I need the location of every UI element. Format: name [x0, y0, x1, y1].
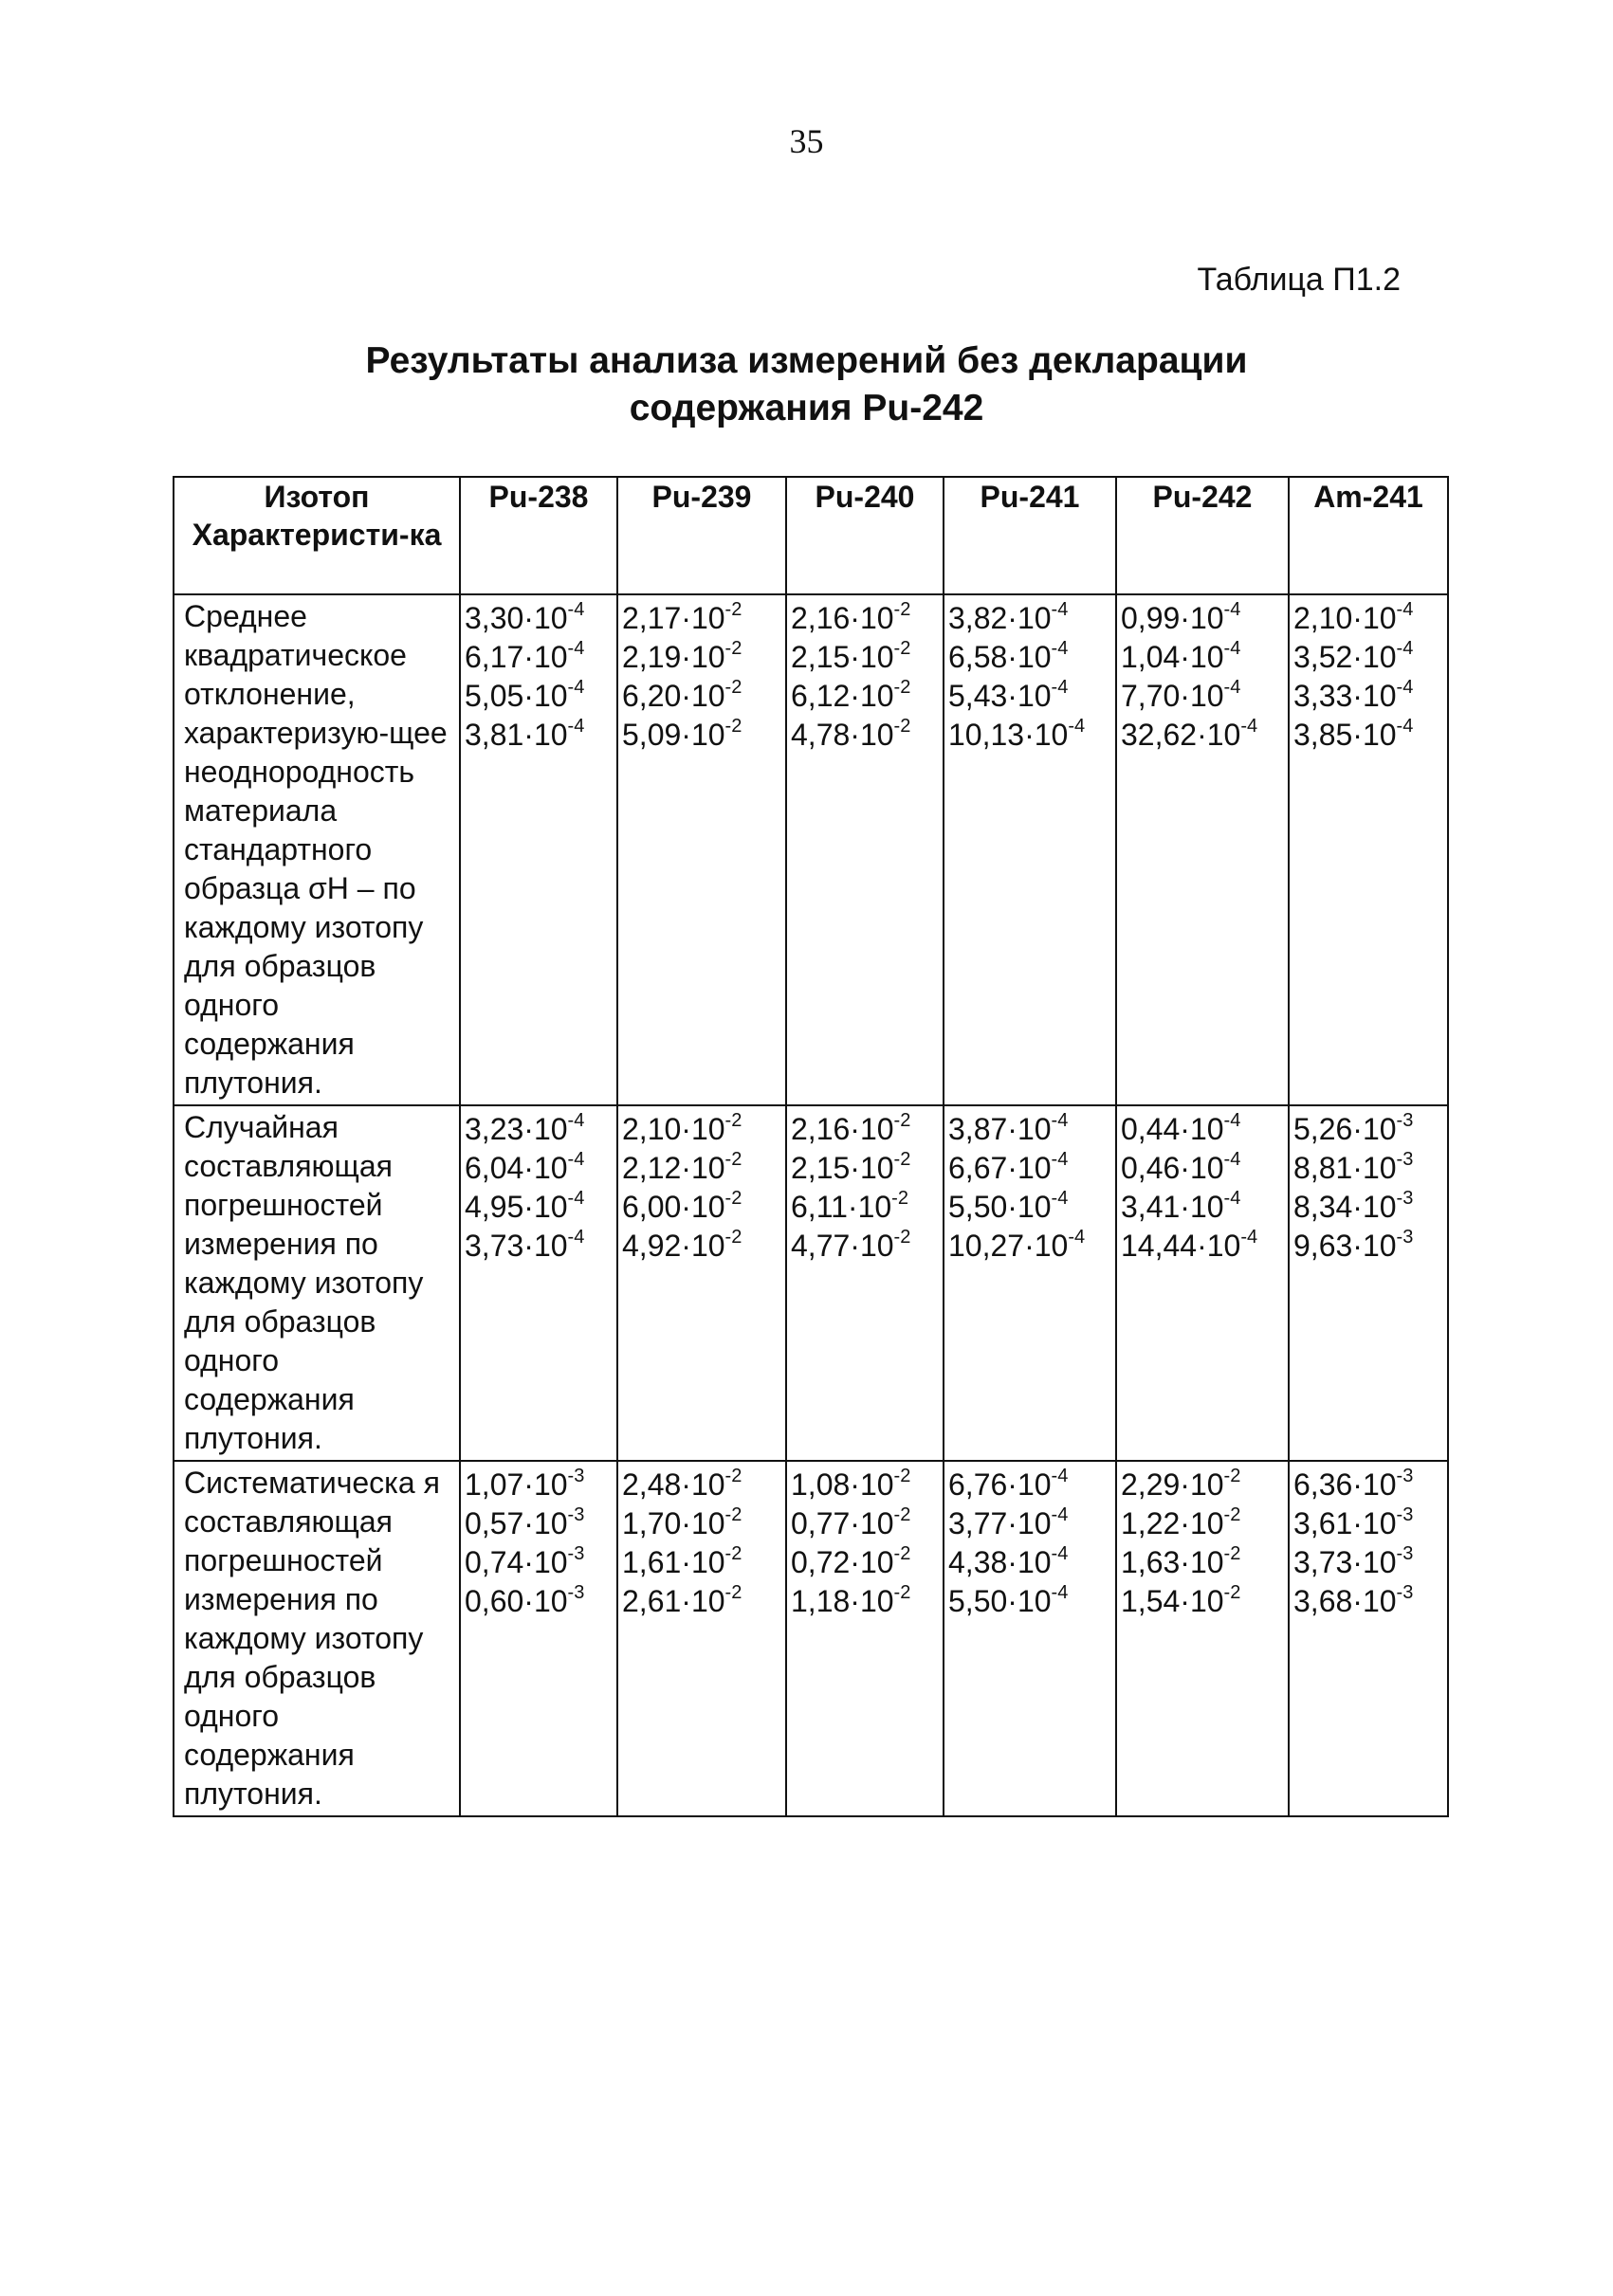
value-cell: [617, 594, 786, 1105]
value-mantissa: 2,12·10: [622, 1151, 725, 1185]
value-exponent: -2: [893, 1110, 911, 1132]
value-entry: [622, 677, 781, 716]
value-exponent: -4: [1051, 1110, 1069, 1132]
value-entry: [1121, 599, 1284, 638]
value-mantissa: 4,95·10: [465, 1190, 568, 1224]
value-mantissa: 6,76·10: [948, 1467, 1052, 1502]
value-entry: [948, 1466, 1111, 1504]
value-mantissa: 2,29·10: [1121, 1467, 1224, 1502]
std-deviation-row: [174, 594, 1448, 1105]
value-exponent: -2: [893, 599, 911, 621]
value-mantissa: 4,38·10: [948, 1545, 1052, 1579]
value-entry: [791, 1582, 939, 1621]
value-entry: [1121, 1543, 1284, 1582]
value-mantissa: 1,63·10: [1121, 1545, 1224, 1579]
value-entry: [1121, 1188, 1284, 1227]
value-entry: [948, 716, 1111, 755]
value-mantissa: 3,81·10: [465, 718, 568, 752]
value-exponent: -4: [1051, 1504, 1069, 1526]
value-exponent: -4: [567, 1110, 585, 1132]
table-body: [174, 594, 1448, 1816]
value-exponent: -4: [1051, 677, 1069, 699]
value-entry: [465, 1149, 613, 1188]
value-exponent: -2: [724, 1582, 742, 1604]
value-mantissa: 6,11·10: [791, 1190, 892, 1224]
value-entry: [622, 1504, 781, 1543]
table-label: Таблица П1.2: [1197, 262, 1401, 298]
value-entry: [791, 638, 939, 677]
value-entry: [1121, 1466, 1284, 1504]
table-title: [0, 337, 1613, 432]
value-exponent: -3: [567, 1466, 585, 1487]
value-exponent: -2: [1223, 1504, 1241, 1526]
value-entry: [948, 1227, 1111, 1266]
value-exponent: -2: [724, 716, 742, 738]
value-mantissa: 5,05·10: [465, 679, 568, 713]
value-cell: [460, 1105, 617, 1461]
value-exponent: -4: [567, 638, 585, 660]
value-mantissa: 2,19·10: [622, 640, 725, 674]
value-exponent: -4: [567, 599, 585, 621]
value-exponent: -4: [1051, 1149, 1069, 1171]
value-exponent: -4: [1223, 1110, 1241, 1132]
value-entry: [1293, 1504, 1443, 1543]
value-entry: [622, 1543, 781, 1582]
value-mantissa: 3,73·10: [1293, 1545, 1397, 1579]
header-isotope-characteristic: Изотоп Характеристи-ка: [174, 477, 460, 594]
value-exponent: -4: [567, 1149, 585, 1171]
value-entry: [622, 716, 781, 755]
value-mantissa: 3,23·10: [465, 1112, 568, 1146]
value-exponent: -2: [893, 638, 911, 660]
value-entry: [465, 1504, 613, 1543]
header-pu-238: Pu-238: [460, 477, 617, 594]
value-exponent: -4: [1223, 638, 1241, 660]
value-entry: [948, 1543, 1111, 1582]
title-line-1: Результаты анализа измерений без декларации: [365, 340, 1248, 381]
value-mantissa: 0,72·10: [791, 1545, 894, 1579]
random-error-row: [174, 1105, 1448, 1461]
value-mantissa: 10,13·10: [948, 718, 1069, 752]
value-exponent: -4: [567, 716, 585, 738]
value-entry: [1293, 1227, 1443, 1266]
value-entry: [465, 677, 613, 716]
value-cell: [1116, 1461, 1289, 1816]
value-exponent: -4: [1051, 1188, 1069, 1210]
value-entry: [1293, 1149, 1443, 1188]
value-mantissa: 3,30·10: [465, 601, 568, 635]
value-exponent: -3: [1396, 1227, 1414, 1248]
value-entry: [791, 1543, 939, 1582]
value-entry: [791, 1504, 939, 1543]
value-exponent: -4: [1396, 716, 1414, 738]
value-exponent: -4: [1068, 1227, 1086, 1248]
value-cell: [1289, 1105, 1448, 1461]
header-am-241: Am-241: [1289, 477, 1448, 594]
value-exponent: -2: [724, 638, 742, 660]
value-entry: [465, 716, 613, 755]
value-entry: [791, 1227, 939, 1266]
value-entry: [1121, 1227, 1284, 1266]
value-entry: [1293, 1188, 1443, 1227]
value-mantissa: 6,00·10: [622, 1190, 725, 1224]
value-entry: [791, 1188, 939, 1227]
value-exponent: -2: [724, 1110, 742, 1132]
value-mantissa: 3,82·10: [948, 601, 1052, 635]
value-exponent: -3: [567, 1504, 585, 1526]
value-mantissa: 0,57·10: [465, 1506, 568, 1540]
header-pu-242: Pu-242: [1116, 477, 1289, 594]
value-entry: [1121, 1504, 1284, 1543]
value-entry: [1121, 638, 1284, 677]
value-exponent: -2: [893, 1466, 911, 1487]
value-exponent: -4: [567, 1227, 585, 1248]
value-mantissa: 6,04·10: [465, 1151, 568, 1185]
value-entry: [948, 599, 1111, 638]
value-mantissa: 6,36·10: [1293, 1467, 1397, 1502]
value-entry: [465, 1227, 613, 1266]
characteristic-cell: Случайная составляющая погрешностей измерения по каждому изотопу для образцов одного содержания плутония.: [174, 1105, 460, 1461]
value-mantissa: 3,85·10: [1293, 718, 1397, 752]
value-exponent: -3: [567, 1543, 585, 1565]
value-mantissa: 6,17·10: [465, 640, 568, 674]
value-mantissa: 1,04·10: [1121, 640, 1224, 674]
value-exponent: -4: [1051, 638, 1069, 660]
value-entry: [465, 638, 613, 677]
title-line-2: содержания Pu-242: [629, 388, 984, 428]
value-exponent: -2: [893, 677, 911, 699]
value-exponent: -4: [1051, 599, 1069, 621]
value-exponent: -2: [724, 1504, 742, 1526]
value-entry: [622, 1227, 781, 1266]
value-mantissa: 8,81·10: [1293, 1151, 1397, 1185]
value-entry: [1293, 1582, 1443, 1621]
value-mantissa: 0,46·10: [1121, 1151, 1224, 1185]
value-entry: [1293, 638, 1443, 677]
value-mantissa: 1,22·10: [1121, 1506, 1224, 1540]
value-mantissa: 2,48·10: [622, 1467, 725, 1502]
value-mantissa: 3,52·10: [1293, 640, 1397, 674]
value-entry: [465, 1466, 613, 1504]
value-exponent: -2: [724, 1149, 742, 1171]
value-mantissa: 9,63·10: [1293, 1229, 1397, 1263]
value-mantissa: 6,67·10: [948, 1151, 1052, 1185]
value-entry: [948, 638, 1111, 677]
value-mantissa: 0,99·10: [1121, 601, 1224, 635]
value-entry: [1121, 1110, 1284, 1149]
value-entry: [948, 1110, 1111, 1149]
value-entry: [1293, 1466, 1443, 1504]
value-mantissa: 3,77·10: [948, 1506, 1052, 1540]
value-mantissa: 5,43·10: [948, 679, 1052, 713]
value-entry: [622, 599, 781, 638]
value-exponent: -4: [1068, 716, 1086, 738]
value-entry: [1293, 1543, 1443, 1582]
value-exponent: -2: [1223, 1466, 1241, 1487]
value-exponent: -2: [1223, 1582, 1241, 1604]
value-entry: [622, 1466, 781, 1504]
value-exponent: -4: [1223, 599, 1241, 621]
header-pu-240: Pu-240: [786, 477, 944, 594]
value-exponent: -4: [1396, 677, 1414, 699]
value-mantissa: 0,44·10: [1121, 1112, 1224, 1146]
value-entry: [622, 1149, 781, 1188]
value-exponent: -2: [724, 1227, 742, 1248]
value-entry: [1293, 716, 1443, 755]
value-cell: [944, 1461, 1116, 1816]
value-exponent: -2: [893, 1543, 911, 1565]
value-exponent: -3: [1396, 1466, 1414, 1487]
value-mantissa: 1,18·10: [791, 1584, 894, 1618]
value-mantissa: 10,27·10: [948, 1229, 1069, 1263]
value-mantissa: 6,20·10: [622, 679, 725, 713]
value-exponent: -2: [1223, 1543, 1241, 1565]
value-mantissa: 14,44·10: [1121, 1229, 1241, 1263]
value-entry: [1121, 716, 1284, 755]
value-entry: [791, 1149, 939, 1188]
value-exponent: -2: [893, 1582, 911, 1604]
value-cell: [617, 1461, 786, 1816]
value-exponent: -3: [1396, 1110, 1414, 1132]
value-exponent: -2: [893, 716, 911, 738]
value-entry: [1121, 1149, 1284, 1188]
value-exponent: -2: [724, 599, 742, 621]
value-mantissa: 0,74·10: [465, 1545, 568, 1579]
value-entry: [1293, 677, 1443, 716]
value-exponent: -4: [1051, 1582, 1069, 1604]
header-pu-239: Pu-239: [617, 477, 786, 594]
value-mantissa: 2,61·10: [622, 1584, 725, 1618]
value-entry: [948, 1504, 1111, 1543]
value-cell: [944, 594, 1116, 1105]
value-exponent: -4: [1240, 1227, 1258, 1248]
value-exponent: -2: [724, 677, 742, 699]
value-mantissa: 2,10·10: [1293, 601, 1397, 635]
value-mantissa: 4,77·10: [791, 1229, 894, 1263]
value-mantissa: 3,73·10: [465, 1229, 568, 1263]
value-exponent: -2: [893, 1227, 911, 1248]
value-mantissa: 5,50·10: [948, 1584, 1052, 1618]
value-entry: [948, 677, 1111, 716]
value-exponent: -2: [724, 1543, 742, 1565]
value-exponent: -3: [1396, 1504, 1414, 1526]
value-exponent: -4: [1051, 1466, 1069, 1487]
header-pu-241: Pu-241: [944, 477, 1116, 594]
value-exponent: -2: [724, 1188, 742, 1210]
value-entry: [465, 1582, 613, 1621]
value-mantissa: 3,68·10: [1293, 1584, 1397, 1618]
value-exponent: -3: [1396, 1149, 1414, 1171]
value-exponent: -2: [724, 1466, 742, 1487]
value-exponent: -4: [567, 677, 585, 699]
value-mantissa: 5,50·10: [948, 1190, 1052, 1224]
value-cell: [1116, 1105, 1289, 1461]
value-mantissa: 2,15·10: [791, 640, 894, 674]
value-mantissa: 5,09·10: [622, 718, 725, 752]
value-exponent: -4: [567, 1188, 585, 1210]
value-cell: [786, 1461, 944, 1816]
results-table: [173, 476, 1449, 1817]
value-entry: [622, 638, 781, 677]
value-exponent: -4: [1223, 1149, 1241, 1171]
value-entry: [622, 1110, 781, 1149]
value-mantissa: 8,34·10: [1293, 1190, 1397, 1224]
value-cell: [1289, 594, 1448, 1105]
value-mantissa: 2,15·10: [791, 1151, 894, 1185]
value-mantissa: 3,33·10: [1293, 679, 1397, 713]
value-entry: [791, 599, 939, 638]
value-exponent: -3: [1396, 1582, 1414, 1604]
value-exponent: -2: [893, 1149, 911, 1171]
value-entry: [791, 1110, 939, 1149]
value-exponent: -2: [893, 1504, 911, 1526]
value-mantissa: 1,07·10: [465, 1467, 568, 1502]
value-mantissa: 1,61·10: [622, 1545, 725, 1579]
value-mantissa: 3,61·10: [1293, 1506, 1397, 1540]
page-number: 35: [789, 122, 824, 160]
value-entry: [1293, 1110, 1443, 1149]
value-mantissa: 0,60·10: [465, 1584, 568, 1618]
value-entry: [465, 1188, 613, 1227]
value-exponent: -2: [891, 1188, 908, 1210]
value-cell: [1289, 1461, 1448, 1816]
value-exponent: -4: [1240, 716, 1258, 738]
value-cell: [786, 1105, 944, 1461]
value-entry: [622, 1582, 781, 1621]
value-exponent: -3: [1396, 1188, 1414, 1210]
value-mantissa: 1,54·10: [1121, 1584, 1224, 1618]
value-cell: [944, 1105, 1116, 1461]
header-row: [174, 477, 1448, 594]
value-mantissa: 7,70·10: [1121, 679, 1224, 713]
value-entry: [948, 1582, 1111, 1621]
value-entry: [791, 1466, 939, 1504]
value-exponent: -4: [1051, 1543, 1069, 1565]
value-mantissa: 5,26·10: [1293, 1112, 1397, 1146]
value-entry: [1121, 677, 1284, 716]
value-cell: [1116, 594, 1289, 1105]
value-exponent: -4: [1223, 677, 1241, 699]
characteristic-cell: Систематическа я составляющая погрешностей измерения по каждому изотопу для образцов одного содержания плутония.: [174, 1461, 460, 1816]
value-mantissa: 6,58·10: [948, 640, 1052, 674]
value-entry: [465, 1110, 613, 1149]
value-exponent: -4: [1396, 599, 1414, 621]
value-entry: [622, 1188, 781, 1227]
value-mantissa: 6,12·10: [791, 679, 894, 713]
value-cell: [460, 1461, 617, 1816]
value-mantissa: 2,17·10: [622, 601, 725, 635]
value-mantissa: 32,62·10: [1121, 718, 1241, 752]
value-entry: [948, 1188, 1111, 1227]
value-entry: [465, 1543, 613, 1582]
value-mantissa: 1,08·10: [791, 1467, 894, 1502]
value-mantissa: 2,16·10: [791, 1112, 894, 1146]
value-mantissa: 0,77·10: [791, 1506, 894, 1540]
value-entry: [948, 1149, 1111, 1188]
value-cell: [460, 594, 617, 1105]
value-exponent: -3: [567, 1582, 585, 1604]
value-exponent: -4: [1396, 638, 1414, 660]
value-mantissa: 3,41·10: [1121, 1190, 1224, 1224]
systematic-error-row: [174, 1461, 1448, 1816]
value-mantissa: 1,70·10: [622, 1506, 725, 1540]
value-entry: [1293, 599, 1443, 638]
value-entry: [791, 677, 939, 716]
value-mantissa: 4,78·10: [791, 718, 894, 752]
value-entry: [791, 716, 939, 755]
value-mantissa: 2,16·10: [791, 601, 894, 635]
characteristic-cell: Среднее квадратическое отклонение, характеризую-щее неоднородность материала стандартного образца σH – по каждому изотопу для образцов одного содержания плутония.: [174, 594, 460, 1105]
value-mantissa: 4,92·10: [622, 1229, 725, 1263]
value-mantissa: 2,10·10: [622, 1112, 725, 1146]
value-cell: [786, 594, 944, 1105]
value-mantissa: 3,87·10: [948, 1112, 1052, 1146]
value-entry: [1121, 1582, 1284, 1621]
value-entry: [465, 599, 613, 638]
value-exponent: -3: [1396, 1543, 1414, 1565]
value-cell: [617, 1105, 786, 1461]
value-exponent: -4: [1223, 1188, 1241, 1210]
